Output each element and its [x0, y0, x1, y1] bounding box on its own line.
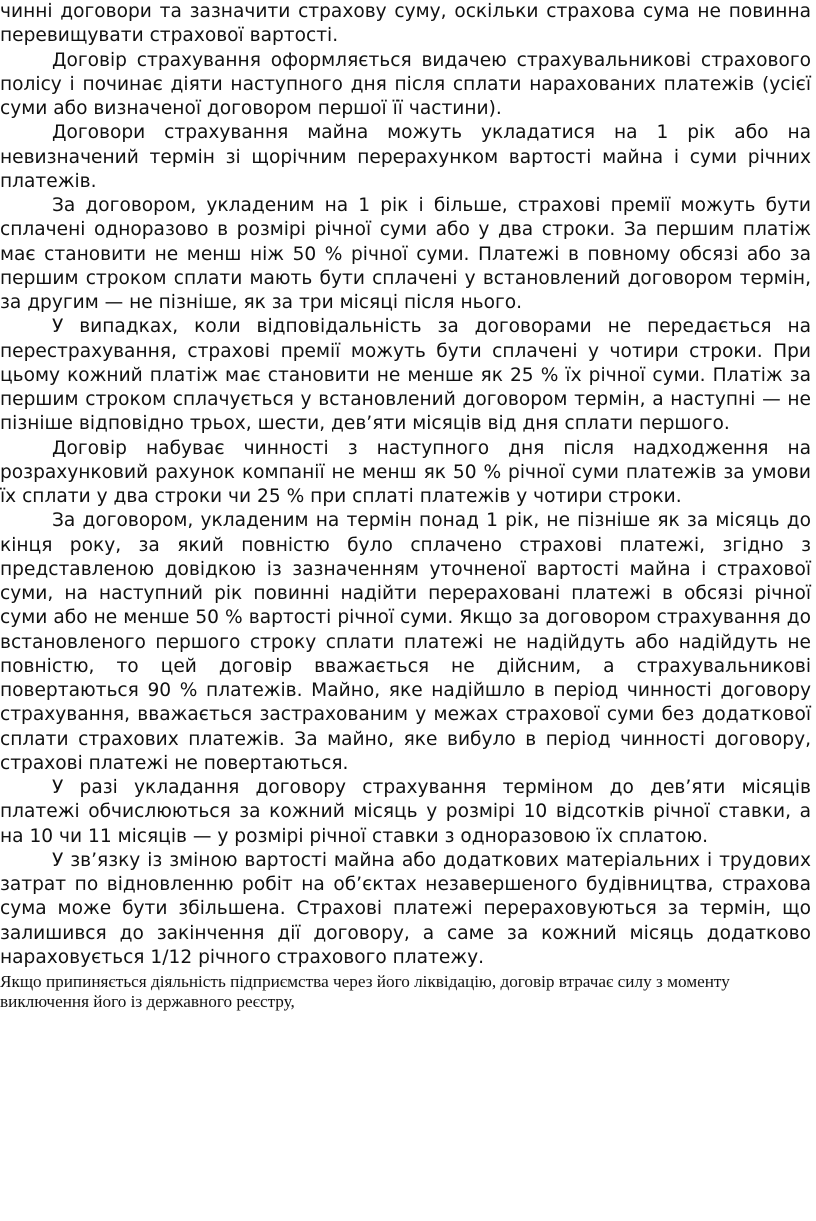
paragraph: Договір набуває чинності з наступного дня після надходження на розрахунковий рахунок компанії не менш як 50 % річної суми платежів за умови їх сплати у два строки чи 25 % при сплаті платежів у чотири строки. [0, 437, 811, 507]
footnote-text: Якщо припиняється діяльність підприємства через його ліквідацію, договір втрачає силу з моменту виключення його із державного реєстру, [0, 972, 730, 1011]
paragraph: У зв’язку із зміною вартості майна або додаткових матеріальних і трудових затрат по відновленню робіт на об’єктах незавершеного будівництва, страхова сума може бути збільшена. Страхові платежі перераховуються за термін, що залишився до закінчення дії договору, а саме за кожний місяць додатково нараховується 1/12 річного страхового платежу. [0, 849, 811, 968]
paragraph: Договори страхування майна можуть укладатися на 1 рік або на невизначений термін зі щорічним перерахунком вартості майна і суми річних платежів. [0, 122, 811, 192]
paragraph: Договір страхування оформляється видачею страхувальникові страхового полісу і починає діяти наступного дня після сплати нарахованих платежів (усієї суми або визначеної договором першої її частини). [0, 49, 811, 119]
paragraph: За договором, укладеним на термін понад 1 рік, не пізніше як за місяць до кінця року, за який повністю було сплачено страхові платежі, згідно з представленою довідкою із зазначенням уточненої вартості майна і страхової суми, на наступний рік повинні надійти перераховані платежі в обсязі річної суми або не менше 50 % вартості річної суми. Якщо за договором страхування до встановленого першого строку сплати платежі не надійдуть або надійдуть не повністю, то цей договір вважається не дійсним, а страхувальникові повертаються 90 % платежів. Майно, яке надійшло в період чинності договору страхування, вважається застрахованим у межах страхової суми без додаткової сплати страхових платежів. За майно, яке вибуло в період чинності договору, страхові платежі не повертаються. [0, 510, 811, 774]
paragraph: У разі укладання договору страхування терміном до дев’яти місяців платежі обчислюються за кожний місяць у розмірі 10 відсотків річної ставки, а на 10 чи 11 місяців — у розмірі річної ставки з одноразовою їх сплатою. [0, 777, 811, 847]
paragraph: чинні договори та зазначити страхову суму, оскільки страхова сума не повинна перевищувати страхової вартості. [0, 1, 811, 47]
paragraph: За договором, укладеним на 1 рік і більше, страхові премії можуть бути сплачені одноразово в розмірі річної суми або у два строки. За першим платіж має становити не менш ніж 50 % річної суми. Платежі в повному обсязі або за першим строком сплати мають бути сплачені у встановлений договором термін, за другим — не пізніше, як за три місяці після нього. [0, 195, 811, 313]
paragraph: У випадках, коли відповідальність за договорами не передається на перестрахування, страхові премії можуть бути сплачені у чотири строки. При цьому кожний платіж має становити не менше як 25 % їх річної суми. Платіж за першим строком сплачується у встановлений договором термін, а наступні — не пізніше відповідно трьох, шести, дев’яти місяців від дня сплати першого. [0, 316, 811, 435]
